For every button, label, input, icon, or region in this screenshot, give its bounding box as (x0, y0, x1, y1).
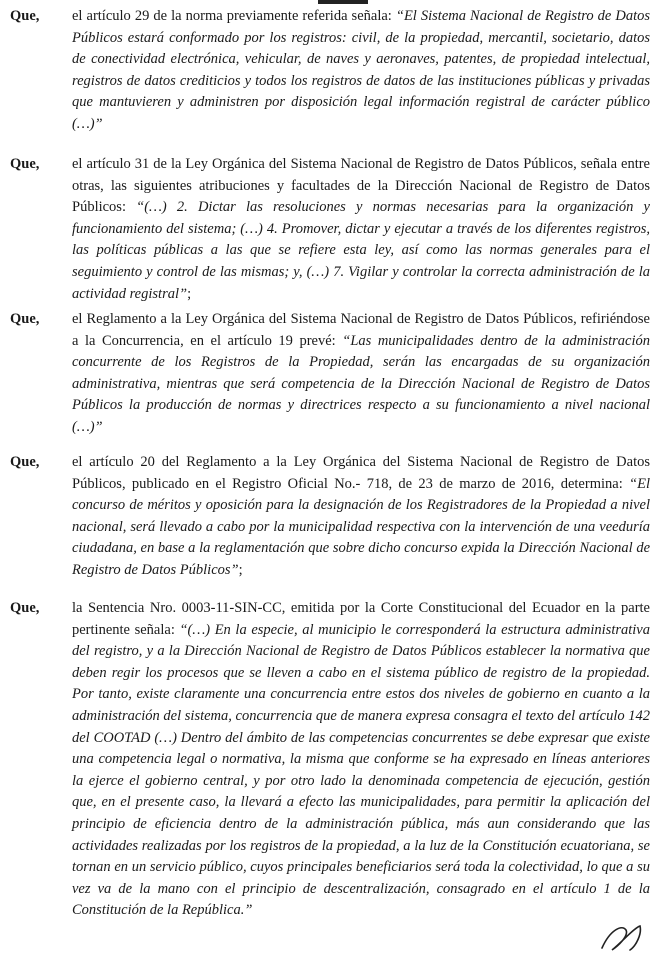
clause-keyword: Que, (10, 311, 40, 327)
clause-text (72, 6, 650, 136)
clause-keyword: Que, (10, 600, 40, 616)
clause-tail: ; (238, 561, 243, 578)
clause-plain-text: el artículo 31 de la Ley Orgánica del Sistema Nacional de Registro de Datos Públicos, señala entre otras, las siguientes atribuciones y facultades de la Dirección Nacional de Registro de Datos Públicos: (72, 156, 650, 216)
clause-keyword: Que, (10, 156, 40, 172)
clause-text (72, 452, 650, 582)
clause-text (72, 598, 650, 922)
clause-plain-text: el artículo 20 del Reglamento a la Ley Orgánica del Sistema Nacional de Registro de Datos Públicos, publicado en el Registro Oficial No.- 718, de 23 de marzo de 2016, determina: (72, 454, 650, 492)
clause-plain-text: el artículo 29 de la norma previamente referida señala: (72, 8, 396, 24)
clause-quote: “El concurso de méritos y oposición para la designación de los Registradores de la Propiedad a nivel nacional, será llevado a cabo por la municipalidad respectiva con la intervención de una veeduría ciudadana, en base a la reglamentación que sobre dicho concurso expida la Dirección Nacional de Registro de Datos Públicos” (72, 475, 650, 578)
clause-quote: “El Sistema Nacional de Registro de Datos Públicos estará conformado por los registros: civil, de la propiedad, mercantil, societario, datos de conectividad electrónica, vehicular, de naves y aeronaves, patentes, de propiedad intelectual, registros de datos crediticios y todos los registros de datos de las instituciones públicas y privadas que mantuvieren y administren por disposición legal información registral de carácter público (…)” (72, 8, 650, 132)
clause-text (72, 154, 650, 305)
clause-plain-text: el Reglamento a la Ley Orgánica del Sistema Nacional de Registro de Datos Públicos, refiriéndose a la Concurrencia, en el artículo 19 prevé: (72, 311, 650, 349)
handwritten-initial-mark (596, 920, 646, 954)
clause-keyword: Que, (10, 454, 40, 470)
clause-tail: ; (187, 285, 192, 302)
clause-quote: “Las municipalidades dentro de la administración concurrente de los Registros de la Propiedad, serán las encargadas de su organización administrativa, mientras que será competencia de la Dirección Nacional de Registro de Datos Públicos la producción de normas y directrices respecto a su funcionamiento a nivel nacional (…)” (72, 332, 650, 435)
clause-quote: “(…) En la especie, al municipio le corresponderá la estructura administrativa del registro, y a la Dirección Nacional de Registro de Datos Públicos establecer la normativa que deben regir los procesos que se lleven a cabo en el sistema público de registro de la propiedad. Por tanto, existe claramente una concurrencia entre estos dos niveles de gobierno en cuanto a la administración del sistema, concurrencia que de manera expresa consagra el texto del artículo 142 del COOTAD (…) Dentro del ámbito de las competencias concurrentes se debe expresar que existe una competencia legal o normativa, la misma que conforme se ha expresado en líneas anteriores la ejerce el gobierno central, y por otro lado la denominada competencia de ejecución, gestión que, en el presente caso, la llevará a efecto las municipalidades, para permitir la aplicación del principio de eficiencia dentro de la administración pública, más aun considerando que las actividades realizadas por los registros de la propiedad, a la luz de la Constitución ecuatoriana, se tornan en un servicio público, cuyos principales beneficiarios será toda la colectividad, lo que a su vez va de la mano con el principio de descentralización, consagrado en el artículo 1 de la Constitución de la República.” (72, 621, 651, 919)
clause-keyword: Que, (10, 8, 40, 24)
clause-plain-text: la Sentencia Nro. 0003-11-SIN-CC, emitida por la Corte Constitucional del Ecuador en la parte pertinente señala: (72, 600, 650, 638)
clause-text (72, 309, 650, 439)
clause-quote: “(…) 2. Dictar las resoluciones y normas necesarias para la organización y funcionamiento del sistema; (…) 4. Promover, dictar y ejecutar a través de los diferentes registros, las políticas públicas a las que se refiere esta ley, así como las normas generales para el seguimiento y control de las mismas; y, (…) 7. Vigilar y controlar la correcta administración de la actividad registral” (72, 199, 650, 302)
top-edge-mark (318, 0, 368, 4)
